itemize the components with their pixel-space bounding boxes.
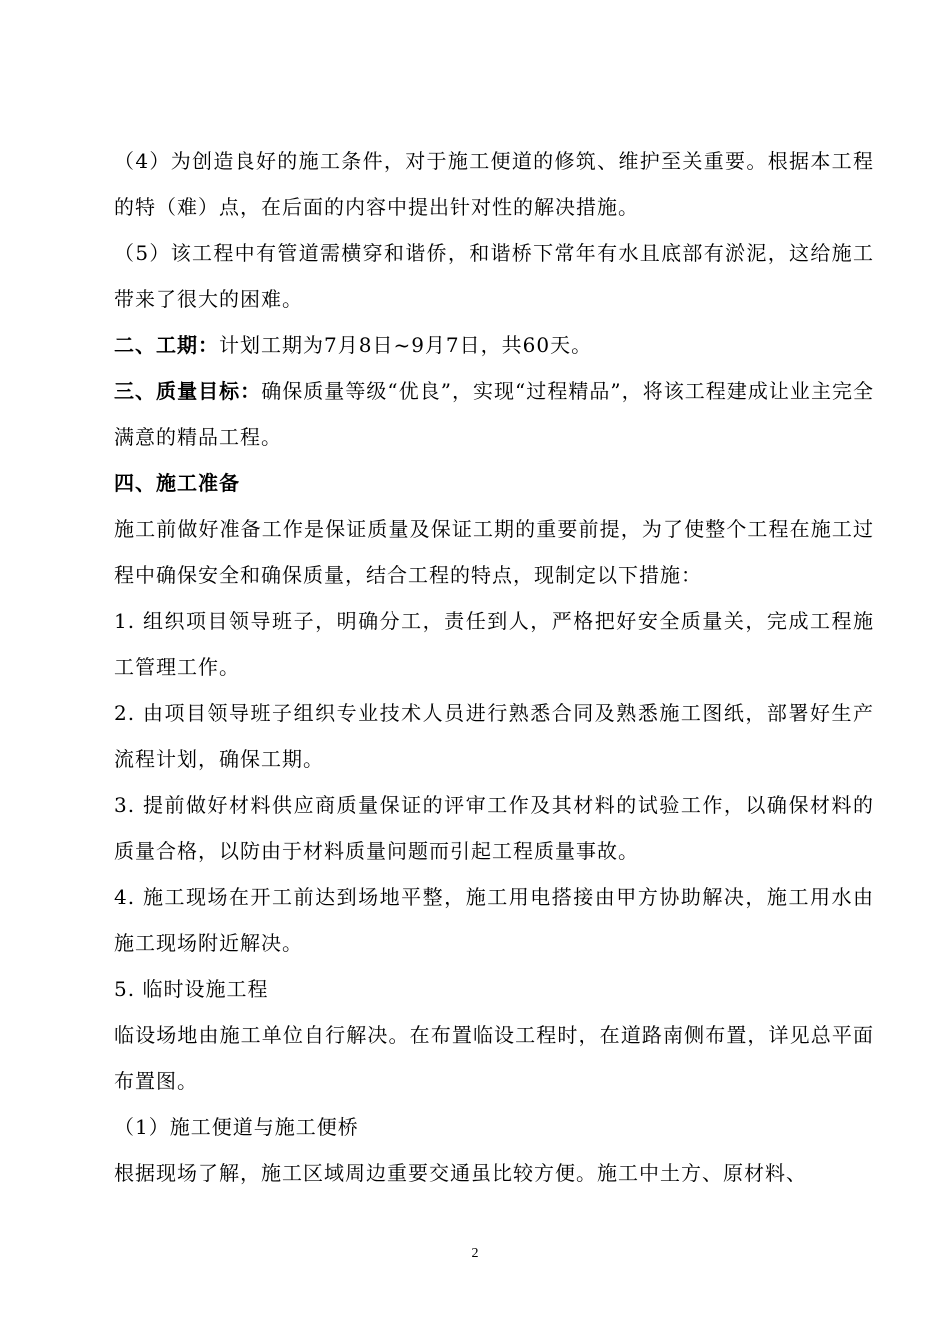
heading-quality-target: 三、质量目标：: [114, 379, 262, 403]
heading-preparation: 四、施工准备: [114, 471, 240, 495]
paragraph-quality-target: 三、质量目标：确保质量等级“优良”，实现“过程精品”，将该工程建成让业主完全满意的精品工程。: [114, 379, 875, 449]
list-item-4: 4. 施工现场在开工前达到场地平整，施工用电搭接由甲方协助解决，施工用水由施工现场附近解决。: [114, 885, 874, 955]
document-body: [114, 138, 874, 1196]
paragraph-item-5: （5）该工程中有管道需横穿和谐侨，和谐桥下常年有水且底部有淤泥，这给施工带来了很大的困难。: [114, 241, 874, 311]
paragraph-item-4: （4）为创造良好的施工条件，对于施工便道的修筑、维护至关重要。根据本工程的特（难）点，在后面的内容中提出针对性的解决措施。: [114, 149, 874, 219]
list-item-2: 2. 由项目领导班子组织专业技术人员进行熟悉合同及熟悉施工图纸，部署好生产流程计划，确保工期。: [114, 701, 874, 771]
list-item-1: 1. 组织项目领导班子，明确分工，责任到人，严格把好安全质量关，完成工程施工管理工作。: [114, 609, 874, 679]
paragraph-site-access: 根据现场了解，施工区域周边重要交通虽比较方便。施工中土方、原材料、: [114, 1161, 807, 1185]
paragraph-schedule: 二、工期：计划工期为7月8日~9月7日，共60天。: [114, 333, 593, 357]
heading-schedule: 二、工期：: [114, 333, 219, 357]
paragraph-temporary-site: 临设场地由施工单位自行解决。在布置临设工程时，在道路南侧布置，详见总平面布置图。: [114, 1023, 874, 1093]
section-heading-preparation: [114, 460, 874, 506]
paragraph-preparation-intro: 施工前做好准备工作是保证质量及保证工期的重要前提，为了使整个工程在施工过程中确保安全和确保质量，结合工程的特点，现制定以下措施：: [114, 517, 874, 587]
list-item-3: 3. 提前做好材料供应商质量保证的评审工作及其材料的试验工作，以确保材料的质量合格，以防由于材料质量问题而引起工程质量事故。: [114, 793, 874, 863]
sub-item-1: （1）施工便道与施工便桥: [114, 1115, 359, 1139]
page-number: 2: [471, 1246, 479, 1261]
list-item-5: 5. 临时设施工程: [114, 977, 269, 1001]
